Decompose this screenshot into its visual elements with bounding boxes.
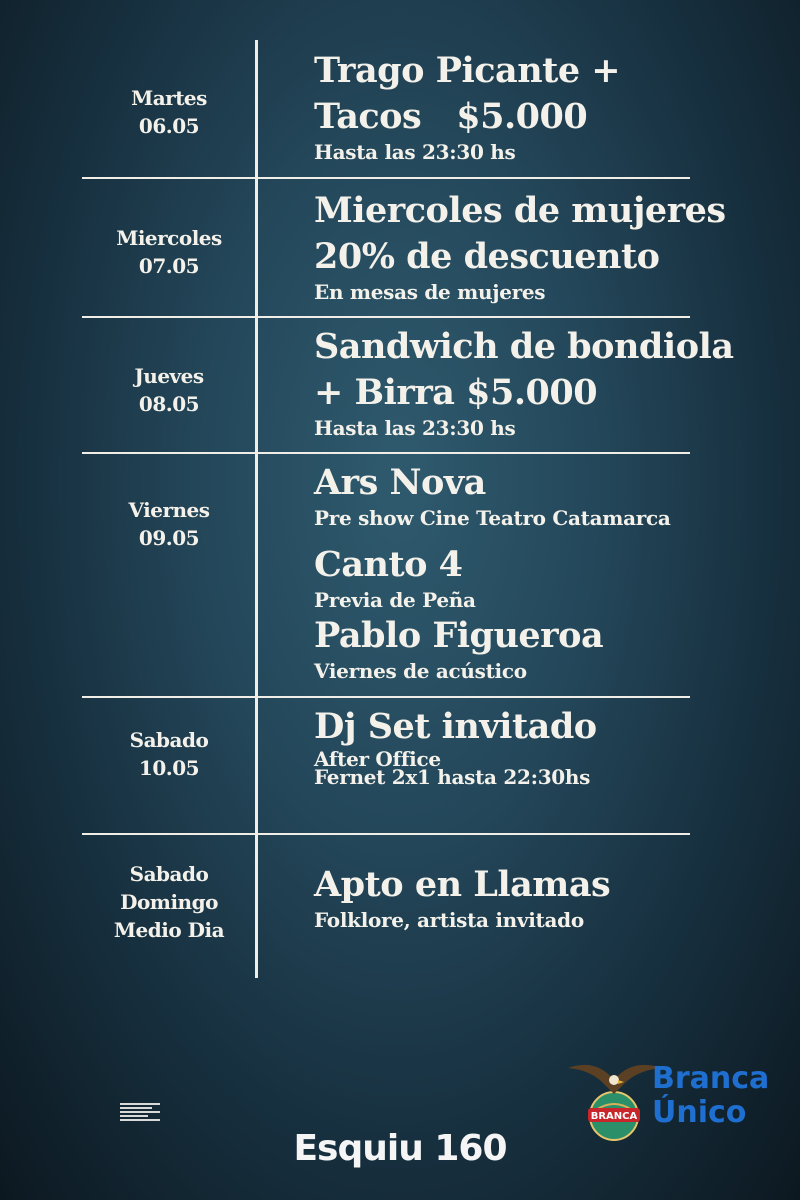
row-divider xyxy=(82,177,690,179)
row-divider xyxy=(82,452,690,454)
fine-print xyxy=(120,1103,160,1129)
event-title: Tacos $5.000 xyxy=(314,96,588,137)
day-label xyxy=(82,726,256,782)
day-date: 08.05 xyxy=(138,392,200,416)
event-subtitle: En mesas de mujeres xyxy=(314,280,546,304)
brand-tagline: Único xyxy=(652,1095,747,1130)
day-date: 07.05 xyxy=(138,254,200,278)
day-name: Sabado xyxy=(129,862,209,886)
day-date: 06.05 xyxy=(138,114,200,138)
event-subtitle: Hasta las 23:30 hs xyxy=(314,416,516,440)
day-name: Jueves xyxy=(134,364,204,388)
event-title: 20% de descuento xyxy=(314,236,660,277)
row-divider xyxy=(82,696,690,698)
day-label xyxy=(82,362,256,418)
event-title: Sandwich de bondiola xyxy=(314,326,734,367)
event-title: Trago Picante + xyxy=(314,50,621,91)
day-name: Martes xyxy=(131,86,207,110)
row-divider xyxy=(82,833,690,835)
logo-badge-text: BRANCA xyxy=(590,1111,638,1122)
day-date: 10.05 xyxy=(138,756,200,780)
event xyxy=(314,460,794,530)
brand-name: Branca xyxy=(652,1061,770,1096)
event xyxy=(314,862,794,932)
day-label xyxy=(82,224,256,280)
day-label xyxy=(82,496,256,552)
event-subtitle: Folklore, artista invitado xyxy=(314,908,584,932)
venue-address: Esquiu 160 xyxy=(293,1128,507,1169)
event-subtitle: Hasta las 23:30 hs xyxy=(314,140,516,164)
event-subtitle: Viernes de acústico xyxy=(314,659,527,683)
event-title: Miercoles de mujeres xyxy=(314,190,726,231)
event-title: Apto en Llamas xyxy=(314,864,611,905)
event xyxy=(314,542,794,612)
event xyxy=(314,188,794,304)
event-subtitle: Fernet 2x1 hasta 22:30hs xyxy=(314,765,591,789)
event-subtitle: Previa de Peña xyxy=(314,588,476,612)
day-name: Domingo xyxy=(120,890,218,914)
day-name: Sabado xyxy=(129,728,209,752)
event xyxy=(314,48,794,164)
day-label xyxy=(82,860,256,944)
event-title: Pablo Figueroa xyxy=(314,615,604,656)
event-title: Canto 4 xyxy=(314,544,463,585)
event xyxy=(314,613,794,683)
event-title: Dj Set invitado xyxy=(314,706,597,747)
row-divider xyxy=(82,316,690,318)
event xyxy=(314,704,794,789)
day-label xyxy=(82,84,256,140)
event-subtitle: After Office xyxy=(314,747,441,771)
event xyxy=(314,324,794,440)
event-title: + Birra $5.000 xyxy=(314,372,598,413)
event-title: Ars Nova xyxy=(314,462,486,503)
day-name: Viernes xyxy=(128,498,210,522)
day-name: Medio Dia xyxy=(113,918,225,942)
day-name: Miercoles xyxy=(116,226,222,250)
brand-wordmark xyxy=(652,1062,769,1130)
event-subtitle: Pre show Cine Teatro Catamarca xyxy=(314,506,671,530)
day-date: 09.05 xyxy=(138,526,200,550)
